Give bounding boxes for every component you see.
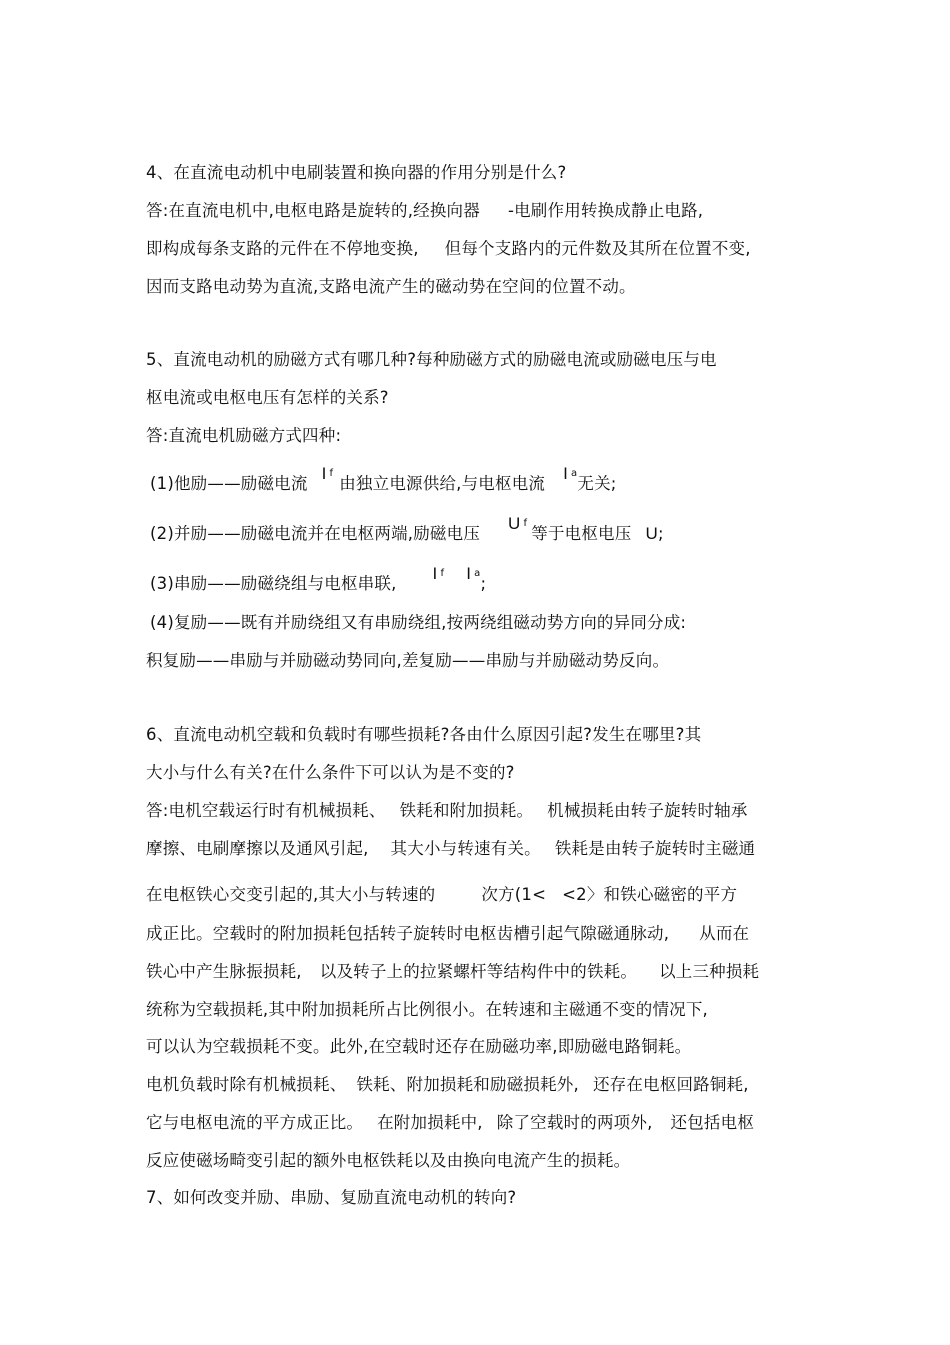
symbol-var: I [466,564,472,583]
symbol-ia [466,563,480,585]
text-segment: 答:电机空载运行时有机械损耗、 [146,801,386,820]
text-segment: 摩擦、电刷摩擦以及通风引起, [146,839,369,858]
symbol-sub: a [571,468,578,479]
text-segment: -电刷作用转换成静止电路, [507,201,704,220]
text-segment: 还存在电枢回路铜耗, [592,1075,749,1094]
answer-6-line-6: 统称为空载损耗,其中附加损耗所占比例很小。在转速和主磁通不变的情况下, [146,1000,708,1019]
answer-6-line-2 [146,838,755,860]
symbol-var: I [432,564,438,583]
answer-6-line-4 [146,923,749,945]
answer-5-item-3 [150,564,487,595]
text-segment: 等于电枢电压 [531,524,632,543]
text-segment: 在附加损耗中, [377,1113,483,1132]
answer-6-line-9 [146,1112,754,1134]
text-segment: 还包括电枢 [670,1113,755,1132]
symbol-sub: a [474,568,481,579]
symbol-sub: f [523,518,528,529]
text-segment: 次方(1< [481,885,547,904]
text-segment: ; [657,524,664,543]
answer-5-item-2 [150,514,664,545]
symbol-sub: f [329,468,334,479]
text-segment: 以及转子上的拉紧螺杆等结构件中的铁耗。 [319,962,638,981]
text-segment: 除了空载时的两项外, [496,1113,653,1132]
answer-5-item-1 [150,464,617,495]
text-segment: 铁耗是由转子旋转时主磁通 [554,839,756,858]
question-6-line-1: 6、直流电动机空载和负载时有哪些损耗?各由什么原因引起?发生在哪里?其 [146,725,702,744]
question-4: 4、在直流电动机中电刷装置和换向器的作用分别是什么? [146,163,567,182]
answer-6-line-10: 反应使磁场畸变引起的额外电枢铁耗以及由换向电流产生的损耗。 [146,1151,631,1170]
symbol-if [322,463,334,485]
text-segment: 铁耗、附加损耗和励磁损耗外, [356,1075,579,1094]
answer-4-line-2 [146,238,751,260]
text-segment: (3)串励——励磁绕组与电枢串联, [150,574,397,593]
text-segment: ; [480,574,487,593]
text-segment: 以上三种损耗 [659,962,760,981]
text-segment: <2〉和铁心磁密的平方 [562,885,738,904]
text-segment: 从而在 [699,924,750,943]
answer-5-intro: 答:直流电机励磁方式四种: [146,426,342,445]
symbol-uf [508,513,527,535]
text-segment: 铁心中产生脉振损耗, [146,962,302,981]
symbol-var: I [321,464,327,483]
question-6-line-2: 大小与什么有关?在什么条件下可以认为是不变的? [146,763,515,782]
symbol-var: I [563,464,569,483]
text-segment: 即构成每条支路的元件在不停地变换, [146,239,419,258]
text-segment: 铁耗和附加损耗。 [399,801,534,820]
answer-6-line-5 [146,961,759,983]
text-segment: (2)并励——励磁电流并在电枢两端,励磁电压 [150,524,481,543]
answer-4-line-3: 因而支路电动势为直流,支路电流产生的磁动势在空间的位置不动。 [146,277,636,296]
answer-4-line-1 [146,200,703,222]
symbol-var: U [508,514,521,533]
text-segment: 在电枢铁心交变引起的,其大小与转速的 [146,885,436,904]
text-segment: 无关; [577,474,617,493]
answer-6-line-3 [146,884,737,906]
text-segment: 由独立电源供给,与电枢电流 [339,474,546,493]
question-5-line-1: 5、直流电动机的励磁方式有哪几种?每种励磁方式的励磁电流或励磁电压与电 [146,350,717,369]
answer-5-item-4: (4)复励——既有并励绕组又有串励绕组,按两绕组磁动势方向的异同分成: [150,613,687,632]
text-segment: 成正比。空载时的附加损耗包括转子旋转时电枢齿槽引起气隙磁通脉动, [146,924,670,943]
answer-6-line-8 [146,1074,749,1096]
symbol-ia [563,463,577,485]
symbol-u: U [645,524,658,543]
question-5-line-2: 枢电流或电枢电压有怎样的关系? [146,388,389,407]
symbol-if [433,563,445,585]
text-segment: (1)他励——励磁电流 [150,474,308,493]
text-segment: 它与电枢电流的平方成正比。 [146,1113,364,1132]
text-segment: 其大小与转速有关。 [390,839,541,858]
text-segment: 答:在直流电机中,电枢电路是旋转的,经换向器 [146,201,480,220]
text-segment: 但每个支路内的元件数及其所在位置不变, [444,239,751,258]
symbol-sub: f [440,568,445,579]
question-7: 7、如何改变并励、串励、复励直流电动机的转向? [146,1188,517,1207]
answer-5-item-4-line-2: 积复励——串励与并励磁动势同向,差复励——串励与并励磁动势反向。 [146,651,670,670]
answer-6-line-1 [146,800,748,822]
text-segment: 电机负载时除有机械损耗、 [146,1075,347,1094]
answer-6-line-7: 可以认为空载损耗不变。此外,在空载时还存在励磁功率,即励磁电路铜耗。 [146,1037,692,1056]
text-segment: 机械损耗由转子旋转时轴承 [547,801,748,820]
